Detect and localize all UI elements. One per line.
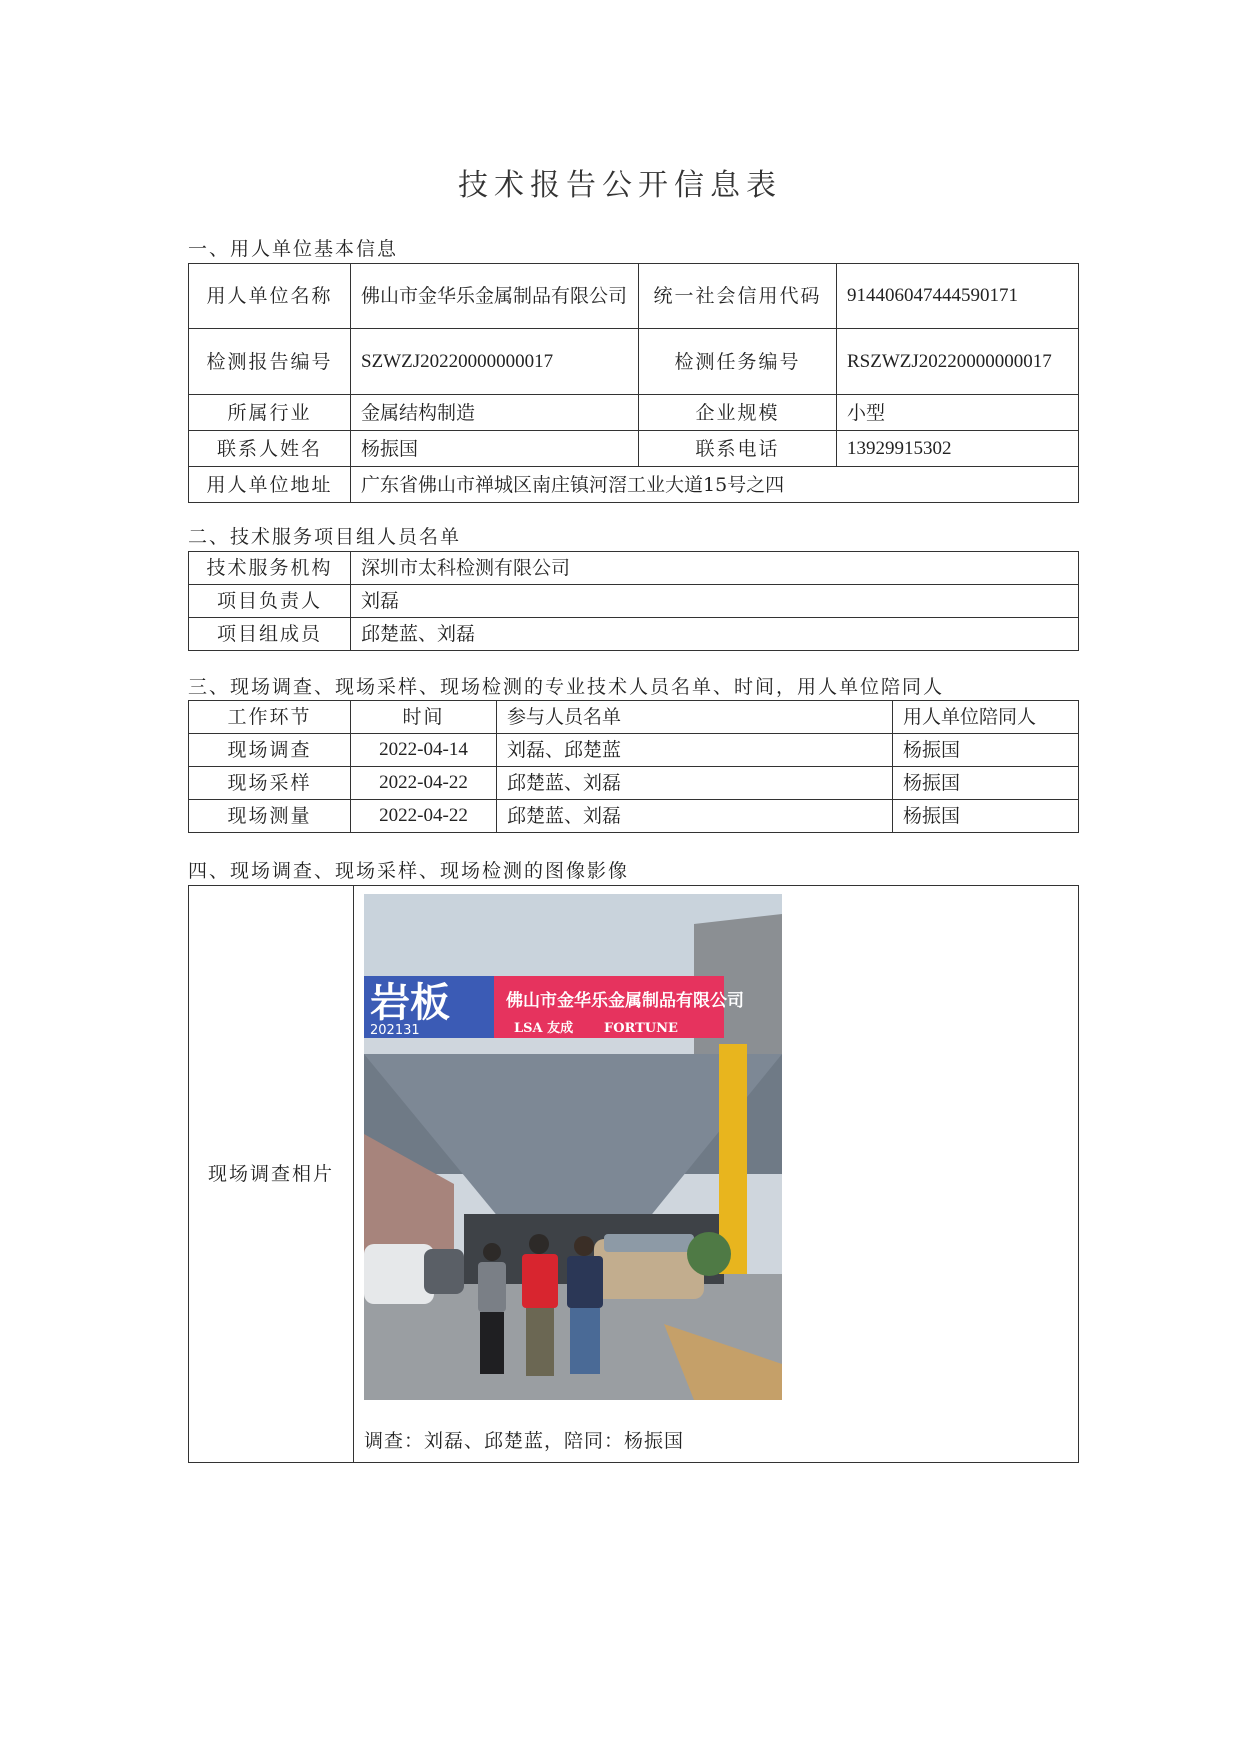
address-label: 用人单位地址 [189, 467, 351, 503]
participants-cell: 邱楚蓝、刘磊 [497, 800, 893, 833]
photo-sign-number: 202131 [370, 1023, 420, 1038]
escort-cell: 杨振国 [893, 734, 1079, 767]
table-row [189, 431, 1079, 467]
date-cell: 2022-04-22 [351, 800, 497, 833]
site-photo-illustration [364, 894, 782, 1400]
table-row [189, 552, 1079, 585]
leader-label: 项目负责人 [189, 585, 351, 618]
project-team-table [188, 551, 1079, 651]
phone-value: 13929915302 [837, 431, 1079, 467]
leader-value: 刘磊 [351, 585, 1079, 618]
date-cell: 2022-04-14 [351, 734, 497, 767]
section-3-heading: 三、现场调查、现场采样、现场检测的专业技术人员名单、时间，用人单位陪同人 [188, 676, 945, 698]
photo-label: 现场调查相片 [189, 886, 354, 1463]
basic-info-table [188, 263, 1079, 503]
photo-cell [354, 886, 1079, 1463]
org-label: 技术服务机构 [189, 552, 351, 585]
members-label: 项目组成员 [189, 618, 351, 651]
address-value: 广东省佛山市禅城区南庄镇河滘工业大道15号之四 [351, 467, 1079, 503]
column-header: 时间 [351, 701, 497, 734]
photo-sign-brand-2: FORTUNE [604, 1021, 678, 1036]
photo-sign-company: 佛山市金华乐金属制品有限公司 [506, 991, 744, 1011]
section-4-heading: 四、现场调查、现场采样、现场检测的图像影像 [188, 860, 630, 882]
photo-caption: 调查：刘磊、邱楚蓝，陪同：杨振国 [364, 1430, 685, 1452]
scale-label: 企业规模 [639, 395, 837, 431]
table-row [189, 800, 1079, 833]
credit-code-label: 统一社会信用代码 [639, 264, 837, 329]
section-2-heading: 二、技术服务项目组人员名单 [188, 526, 462, 548]
credit-code-value: 914406047444590171 [837, 264, 1079, 329]
table-row [189, 734, 1079, 767]
column-header: 用人单位陪同人 [893, 701, 1079, 734]
scale-value: 小型 [837, 395, 1079, 431]
stage-cell: 现场测量 [189, 800, 351, 833]
company-name-label: 用人单位名称 [189, 264, 351, 329]
table-row [189, 618, 1079, 651]
members-value: 邱楚蓝、刘磊 [351, 618, 1079, 651]
column-header: 参与人员名单 [497, 701, 893, 734]
photo-table [188, 885, 1079, 1463]
contact-value: 杨振国 [351, 431, 639, 467]
stage-cell: 现场调查 [189, 734, 351, 767]
report-no-value: SZWZJ20220000000017 [351, 329, 639, 395]
contact-label: 联系人姓名 [189, 431, 351, 467]
task-no-label: 检测任务编号 [639, 329, 837, 395]
industry-label: 所属行业 [189, 395, 351, 431]
table-row [189, 585, 1079, 618]
phone-label: 联系电话 [639, 431, 837, 467]
org-value: 深圳市太科检测有限公司 [351, 552, 1079, 585]
participants-cell: 刘磊、邱楚蓝 [497, 734, 893, 767]
site-survey-photo [364, 894, 782, 1400]
table-row [189, 886, 1079, 1463]
industry-value: 金属结构制造 [351, 395, 639, 431]
page-title: 技术报告公开信息表 [458, 168, 782, 203]
participants-cell: 邱楚蓝、刘磊 [497, 767, 893, 800]
table-row [189, 767, 1079, 800]
date-cell: 2022-04-22 [351, 767, 497, 800]
table-row [189, 329, 1079, 395]
table-row [189, 467, 1079, 503]
section-1-heading: 一、用人单位基本信息 [188, 238, 399, 260]
fieldwork-table [188, 700, 1079, 833]
table-header-row [189, 701, 1079, 734]
table-row [189, 264, 1079, 329]
column-header: 工作环节 [189, 701, 351, 734]
photo-sign-brand-1: LSA 友成 [514, 1021, 574, 1036]
company-name-value: 佛山市金华乐金属制品有限公司 [351, 264, 639, 329]
stage-cell: 现场采样 [189, 767, 351, 800]
task-no-value: RSZWZJ20220000000017 [837, 329, 1079, 395]
escort-cell: 杨振国 [893, 800, 1079, 833]
photo-sign-big-text: 岩板 [370, 980, 450, 1026]
table-row [189, 395, 1079, 431]
escort-cell: 杨振国 [893, 767, 1079, 800]
report-no-label: 检测报告编号 [189, 329, 351, 395]
